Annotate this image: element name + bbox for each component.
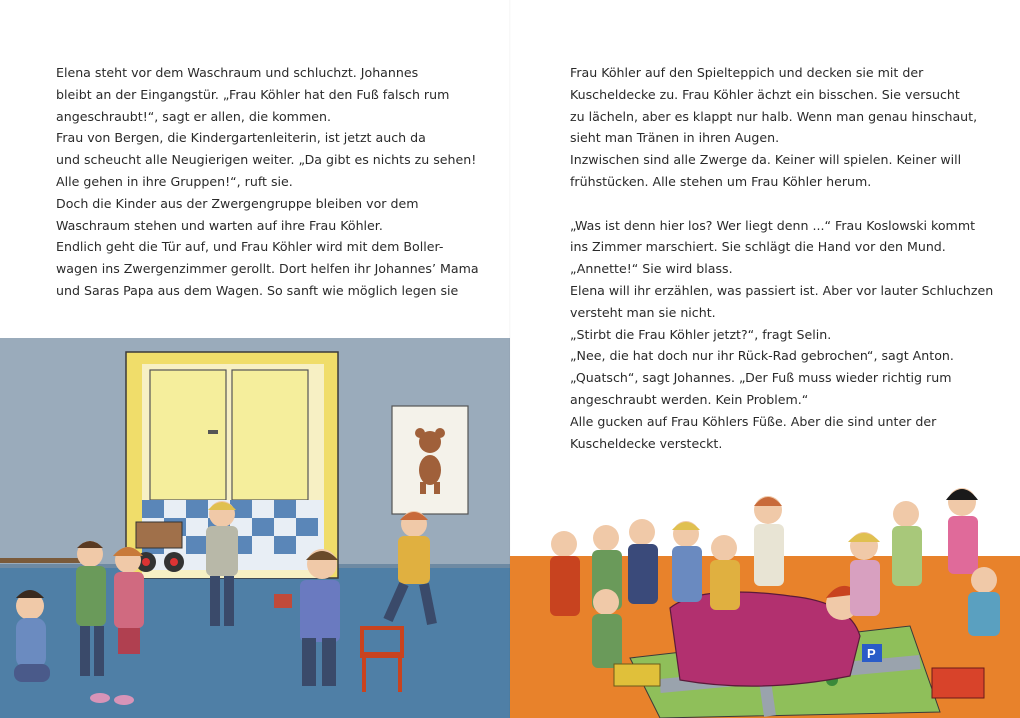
illustration-washroom-scene	[0, 338, 510, 718]
text-line: „Quatsch“, sagt Johannes. „Der Fuß muss wieder richtig rum	[570, 370, 952, 386]
text-line: angeschraubt werden. Kein Problem.“	[570, 391, 809, 407]
text-line: frühstücken. Alle stehen um Frau Köhler herum.	[570, 173, 872, 189]
text-line: und Saras Papa aus dem Wagen. So sanft wie möglich legen sie	[56, 282, 459, 298]
text-line: ins Zimmer marschiert. Sie schlägt die Hand vor den Mund.	[570, 239, 946, 255]
text-line	[570, 193, 993, 215]
text-line: „Annette!“ Sie wird blass.	[570, 261, 733, 277]
illustration-play-mat-scene	[510, 476, 1020, 718]
text-line: Frau von Bergen, die Kindergartenleiterin, ist jetzt auch da	[56, 130, 426, 146]
text-line: Elena steht vor dem Waschraum und schluchzt. Johannes	[56, 65, 419, 80]
text-line: angeschraubt!“, sagt er allen, die kommen.	[56, 108, 331, 124]
text-line: versteht man sie nicht.	[570, 304, 716, 320]
right-page	[510, 0, 1020, 718]
toy-box	[614, 664, 660, 686]
text-line: Kuscheldecke zu. Frau Köhler ächzt ein bisschen. Sie versucht	[570, 86, 960, 102]
text-line: Alle gehen in ihre Gruppen!“, ruft sie.	[56, 173, 293, 189]
right-page-text	[570, 62, 993, 454]
text-line: Endlich geht die Tür auf, und Frau Köhler wird mit dem Boller-	[56, 239, 444, 255]
text-line: zu lächeln, aber es klappt nur halb. Wenn man genau hinschaut,	[570, 108, 978, 124]
teddy-bear-poster	[392, 406, 468, 514]
text-line: Doch die Kinder aus der Zwergengruppe bleiben vor dem	[56, 195, 419, 211]
text-line: Elena will ihr erzählen, was passiert ist. Aber vor lauter Schluchzen	[570, 282, 994, 298]
text-line: und scheucht alle Neugierigen weiter. „Da gibt es nichts zu sehen!	[56, 152, 477, 168]
parking-sign: P	[867, 646, 876, 661]
text-line: „Was ist denn hier los? Wer liegt denn ...“ Frau Koslowski kommt	[570, 217, 976, 233]
text-line: Alle gucken auf Frau Köhlers Füße. Aber die sind unter der	[570, 413, 937, 429]
text-line: „Stirbt die Frau Köhler jetzt?“, fragt Selin.	[570, 326, 832, 342]
door-right	[232, 370, 308, 500]
text-line: bleibt an der Eingangstür. „Frau Köhler hat den Fuß falsch rum	[56, 86, 450, 102]
text-line: Kuscheldecke versteckt.	[570, 435, 723, 451]
left-page-text	[56, 62, 479, 302]
text-line: wagen ins Zwergenzimmer gerollt. Dort helfen ihr Johannes’ Mama	[56, 261, 479, 277]
text-line: Waschraum stehen und warten auf ihre Frau Köhler.	[56, 217, 383, 233]
toy-box	[932, 668, 984, 698]
text-line: „Nee, die hat doch nur ihr Rück-Rad gebrochen“, sagt Anton.	[570, 348, 954, 364]
door-left	[150, 370, 226, 500]
text-line: Frau Köhler auf den Spielteppich und decken sie mit der	[570, 65, 924, 80]
text-line: Inzwischen sind alle Zwerge da. Keiner will spielen. Keiner will	[570, 152, 962, 168]
text-line: sieht man Tränen in ihren Augen.	[570, 130, 780, 146]
